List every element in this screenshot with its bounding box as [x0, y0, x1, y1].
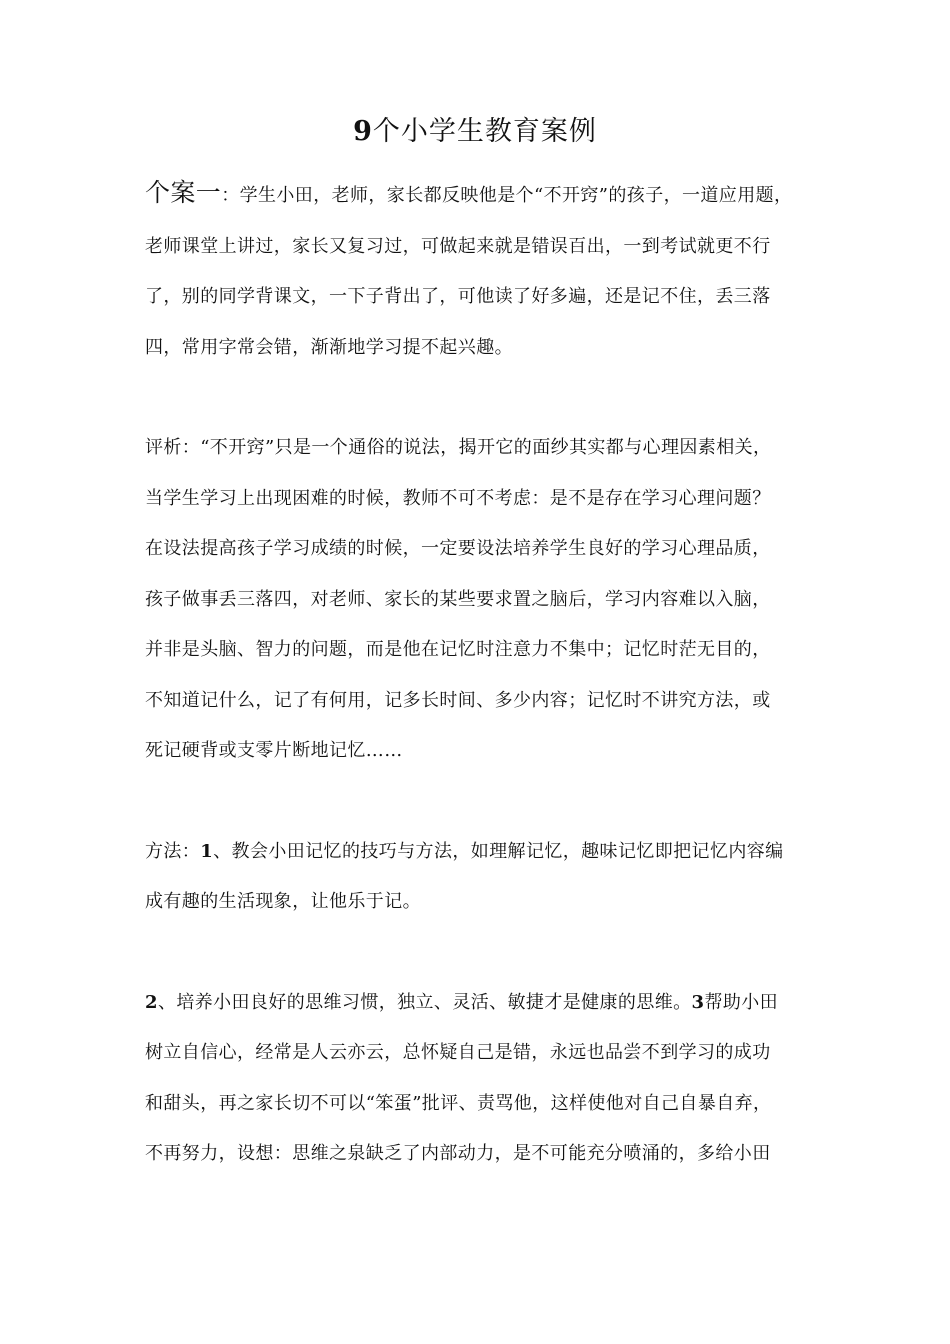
analysis-line-4: 孩子做事丢三落四，对老师、家长的某些要求置之脑后，学习内容难以入脑，: [145, 588, 771, 610]
method-number-1: 1: [200, 840, 214, 862]
analysis-line-5: 并非是头脑、智力的问题，而是他在记忆时注意力不集中；记忆时茫无目的，: [145, 639, 771, 660]
paragraph-spacer: [145, 928, 810, 978]
point-number-3: 3: [691, 991, 705, 1013]
analysis-line-1: 评析：“不开窍”只是一个通俗的说法，揭开它的面纱其实都与心理因素相关，: [145, 437, 772, 458]
point-two-line-3: 和甜头，再之家长切不可以“笨蛋”批评、责骂他，这样使他对自己自暴自弃，: [145, 1092, 772, 1114]
title-text: 个小学生教育案例: [372, 116, 597, 147]
method-line-1: 方法：1、教会小田记忆的技巧与方法，如理解记忆，趣味记忆即把记忆内容编: [145, 840, 784, 862]
method-paragraph: [145, 827, 810, 928]
analysis-line-2: 当学生学习上出现困难的时候，教师不可不考虑：是不是存在学习心理问题？: [145, 487, 771, 509]
point-number-2: 2: [145, 991, 158, 1013]
case-one-paragraph: [145, 168, 810, 373]
point-two-line-1: 2、培养小田良好的思维习惯，独立、灵活、敏捷才是健康的思维。3帮助小田: [145, 991, 779, 1013]
case-one-line-2: 老师课堂上讲过，家长又复习过，可做起来就是错误百出，一到考试就更不行: [145, 235, 771, 257]
analysis-line-7: 死记硬背或支零片断地记忆……: [145, 740, 403, 761]
analysis-line-6: 不知道记什么，记了有何用，记多长时间、多少内容；记忆时不讲究方法，或: [145, 689, 771, 711]
document-body: [145, 168, 810, 1180]
analysis-line-3: 在设法提高孩子学习成绩的时候，一定要设法培养学生良好的学习心理品质，: [145, 538, 771, 559]
case-one-line-3: 了，别的同学背课文，一下子背出了，可他读了好多遍，还是记不住，丢三落: [145, 286, 771, 307]
point-two-line-2: 树立自信心，经常是人云亦云，总怀疑自己是错，永远也品尝不到学习的成功: [145, 1042, 771, 1063]
document-title: [0, 112, 950, 152]
method-line-2: 成有趣的生活现象，让他乐于记。: [145, 891, 421, 912]
title-number: 9: [353, 116, 373, 147]
point-two-line-4: 不再努力，设想：思维之泉缺乏了内部动力，是不可能充分喷涌的，多给小田: [145, 1143, 771, 1164]
case-one-line-4: 四，常用字常会错，渐渐地学习提不起兴趣。: [145, 336, 513, 358]
analysis-paragraph: [145, 423, 810, 777]
paragraph-spacer: [145, 777, 810, 827]
case-one-label: 个案一: [145, 178, 222, 207]
case-one-line-1: 个案一：学生小田，老师，家长都反映他是个“不开窍”的孩子，一道应用题，: [145, 178, 793, 207]
point-two-paragraph: [145, 978, 810, 1180]
paragraph-spacer: [145, 373, 810, 423]
